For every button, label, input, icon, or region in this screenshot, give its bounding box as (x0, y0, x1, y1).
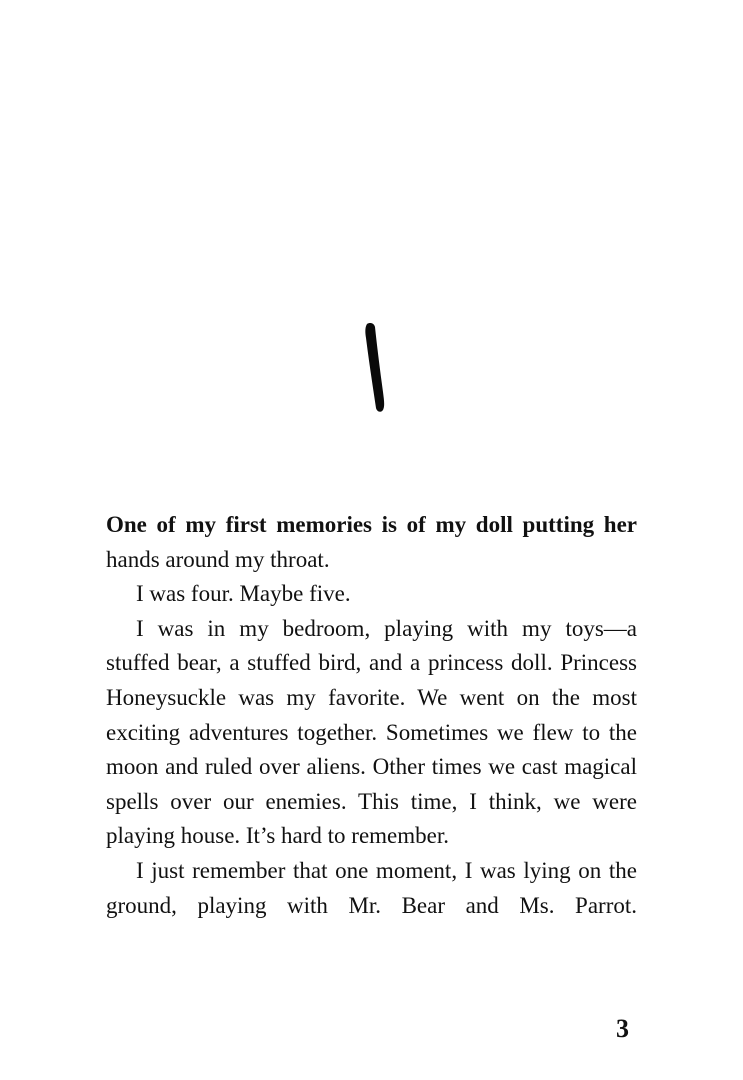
paragraph-2: I was four. Maybe five. (136, 581, 351, 607)
paragraph-1 (106, 508, 637, 577)
paragraph-1-rest: hands around my throat. (106, 546, 330, 572)
page-number: 3 (616, 1014, 629, 1043)
paragraph-4: I just remember that one moment, I was lying on the ground, playing with Mr. Bear and Ms. Parrot. (106, 857, 637, 918)
chapter-number-one-icon (355, 318, 395, 418)
body-text (106, 508, 637, 923)
lead-in-text: One of my first memories is of my doll putting her (106, 512, 637, 537)
paragraph-3: I was in my bedroom, playing with my toys—a stuffed bear, a stuffed bird, and a princess doll. Princess Honeysuckle was my favorite. We went on the most exciting adventures together. Sometimes we flew to the moon and ruled over aliens. Other times we cast magical spells over our enemies. This time, I think, we were playing house. It’s hard to remember. (106, 615, 637, 849)
